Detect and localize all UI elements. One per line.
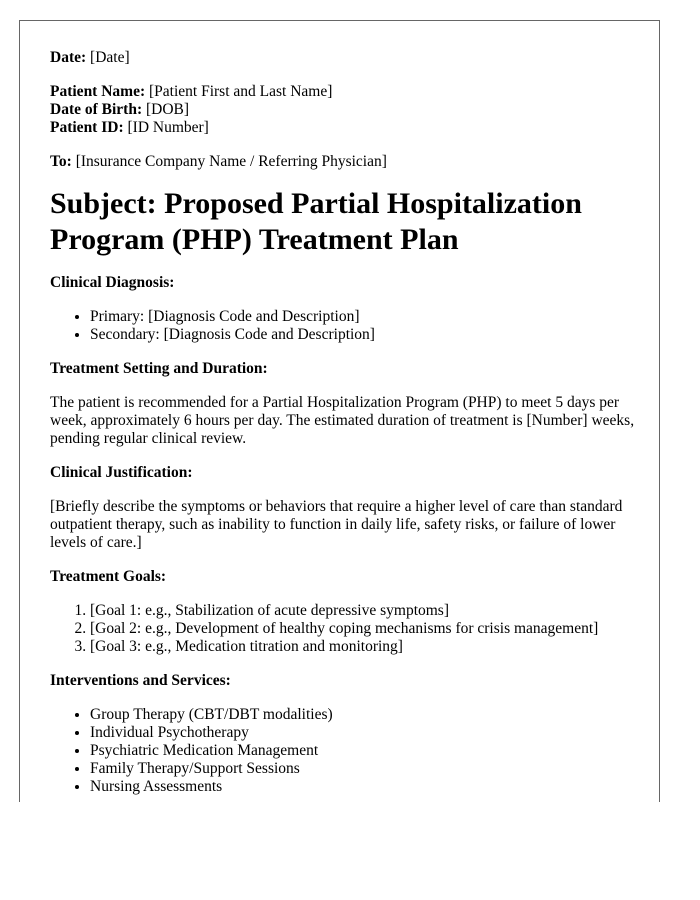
setting-heading-text: Treatment Setting and Duration: xyxy=(50,360,268,377)
list-item: • Family Therapy/Support Sessions xyxy=(90,760,635,778)
date-label: Date: xyxy=(50,49,87,66)
list-item: • Primary: [Diagnosis Code and Description] xyxy=(90,308,635,326)
diagnosis-heading xyxy=(50,274,635,292)
interventions-heading-text: Interventions and Services: xyxy=(50,672,231,689)
dob-value: [DOB] xyxy=(146,101,190,118)
dob-label: Date of Birth: xyxy=(50,101,143,118)
recipient-line xyxy=(50,153,635,171)
patient-id-label: Patient ID: xyxy=(50,119,124,136)
list-item: • Nursing Assessments xyxy=(90,778,635,796)
list-item: 1. [Goal 1: e.g., Stabilization of acute depressive symptoms] xyxy=(90,602,635,620)
patient-name-line xyxy=(50,83,635,101)
list-item: • Individual Psychotherapy xyxy=(90,724,635,742)
patient-name-value: [Patient First and Last Name] xyxy=(149,83,333,100)
setting-heading xyxy=(50,360,635,378)
patient-id-line xyxy=(50,119,635,137)
list-item: 2. [Goal 2: e.g., Development of healthy coping mechanisms for crisis management] xyxy=(90,620,635,638)
subject-heading: Subject: Proposed Partial Hospitalization Program (PHP) Treatment Plan xyxy=(50,187,582,256)
justification-paragraph: [Briefly describe the symptoms or behaviors that require a higher level of care than standard outpatient therapy, such as inability to function in daily life, safety risks, or failure of lower levels of care.] xyxy=(50,498,623,551)
dob-line xyxy=(50,101,635,119)
interventions-heading xyxy=(50,672,635,690)
to-label: To: xyxy=(50,153,72,170)
list-item: 3. [Goal 3: e.g., Medication titration and monitoring] xyxy=(90,638,635,656)
list-item: • Group Therapy (CBT/DBT modalities) xyxy=(90,706,635,724)
diagnosis-heading-text: Clinical Diagnosis: xyxy=(50,274,175,291)
list-item: • Psychiatric Medication Management xyxy=(90,742,635,760)
date-value: [Date] xyxy=(90,49,130,66)
goals-heading xyxy=(50,568,635,586)
to-value: [Insurance Company Name / Referring Physician] xyxy=(75,153,387,170)
document-content xyxy=(50,49,635,796)
goals-list xyxy=(50,602,635,656)
date-line xyxy=(50,49,635,67)
setting-paragraph: The patient is recommended for a Partial Hospitalization Program (PHP) to meet 5 days per week, approximately 6 hours per day. The estimated duration of treatment is [Number] weeks, pending regular clinical review. xyxy=(50,394,635,447)
document-page xyxy=(19,20,660,802)
interventions-list xyxy=(50,706,635,796)
diagnosis-list xyxy=(50,308,635,344)
patient-id-value: [ID Number] xyxy=(127,119,209,136)
goals-heading-text: Treatment Goals: xyxy=(50,568,167,585)
patient-name-label: Patient Name: xyxy=(50,83,146,100)
justification-heading xyxy=(50,464,635,482)
list-item: • Secondary: [Diagnosis Code and Description] xyxy=(90,326,635,344)
justification-heading-text: Clinical Justification: xyxy=(50,464,193,481)
